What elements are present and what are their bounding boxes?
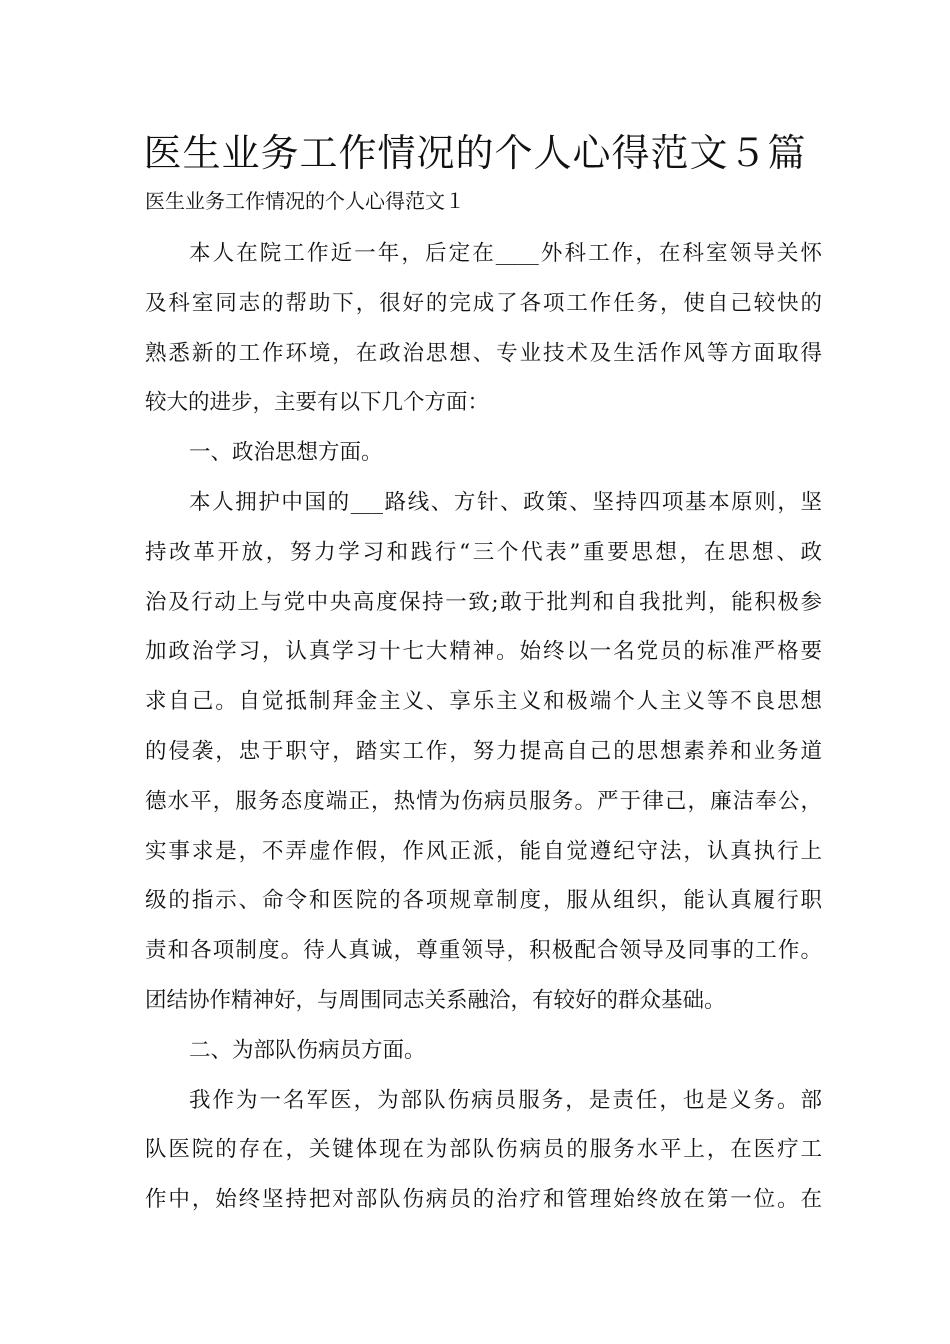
text-line: 熟悉新的工作环境，在政治思想、专业技术及生活作风等方面取得 (145, 340, 822, 366)
text-line: 求自己。自觉抵制拜金主义、享乐主义和极端个人主义等不良思想 (145, 689, 822, 715)
document-body (145, 229, 822, 1225)
text-line: 本人拥护中国的___路线、方针、政策、坚持四项基本原则，坚 (189, 489, 822, 515)
text-line: 加政治学习，认真学习十七大精神。始终以一名党员的标准严格要 (145, 639, 822, 665)
text-line: 队医院的存在，关键体现在为部队伤病员的服务水平上，在医疗工 (145, 1137, 822, 1163)
document-subtitle: 医生业务工作情况的个人心得范文１ (145, 189, 465, 213)
text-line: 一、政治思想方面。 (189, 440, 383, 466)
text-line: 团结协作精神好，与周围同志关系融洽，有较好的群众基础。 (145, 987, 726, 1013)
text-line: 责和各项制度。待人真诚，尊重领导，积极配合领导及同事的工作。 (145, 938, 822, 964)
text-line: 较大的进步，主要有以下几个方面： (145, 390, 490, 416)
text-line: 二、为部队伤病员方面。 (189, 1037, 426, 1063)
text-line: 本人在院工作近一年，后定在____外科工作，在科室领导关怀 (189, 241, 822, 266)
text-line: 的侵袭，忠于职守，踏实工作，努力提高自己的思想素养和业务道 (145, 738, 822, 764)
section-heading-political (145, 428, 822, 478)
section-heading-service (145, 1026, 822, 1076)
text-line: 德水平，服务态度端正，热情为伤病员服务。严于律己，廉洁奉公， (145, 788, 822, 814)
text-line: 级的指示、命令和医院的各项规章制度，服从组织，能认真履行职 (145, 888, 822, 914)
text-line: 作中，始终坚持把对部队伤病员的治疗和管理始终放在第一位。在 (145, 1187, 822, 1213)
text-line: 治及行动上与党中央高度保持一致;敢于批判和自我批判，能积极参 (145, 589, 822, 615)
text-line: 实事求是，不弄虚作假，作风正派，能自觉遵纪守法，认真执行上 (145, 838, 822, 864)
paragraph-service (145, 1076, 822, 1225)
text-line: 持改革开放，努力学习和践行“三个代表”重要思想，在思想、政 (145, 539, 822, 565)
document-title: 医生业务工作情况的个人心得范文５篇 (143, 131, 807, 175)
text-line: 我作为一名军医，为部队伤病员服务，是责任，也是义务。部 (189, 1087, 822, 1113)
paragraph-intro (145, 229, 822, 428)
text-line: 及科室同志的帮助下，很好的完成了各项工作任务，使自己较快的 (145, 290, 822, 316)
paragraph-political (145, 478, 822, 1026)
